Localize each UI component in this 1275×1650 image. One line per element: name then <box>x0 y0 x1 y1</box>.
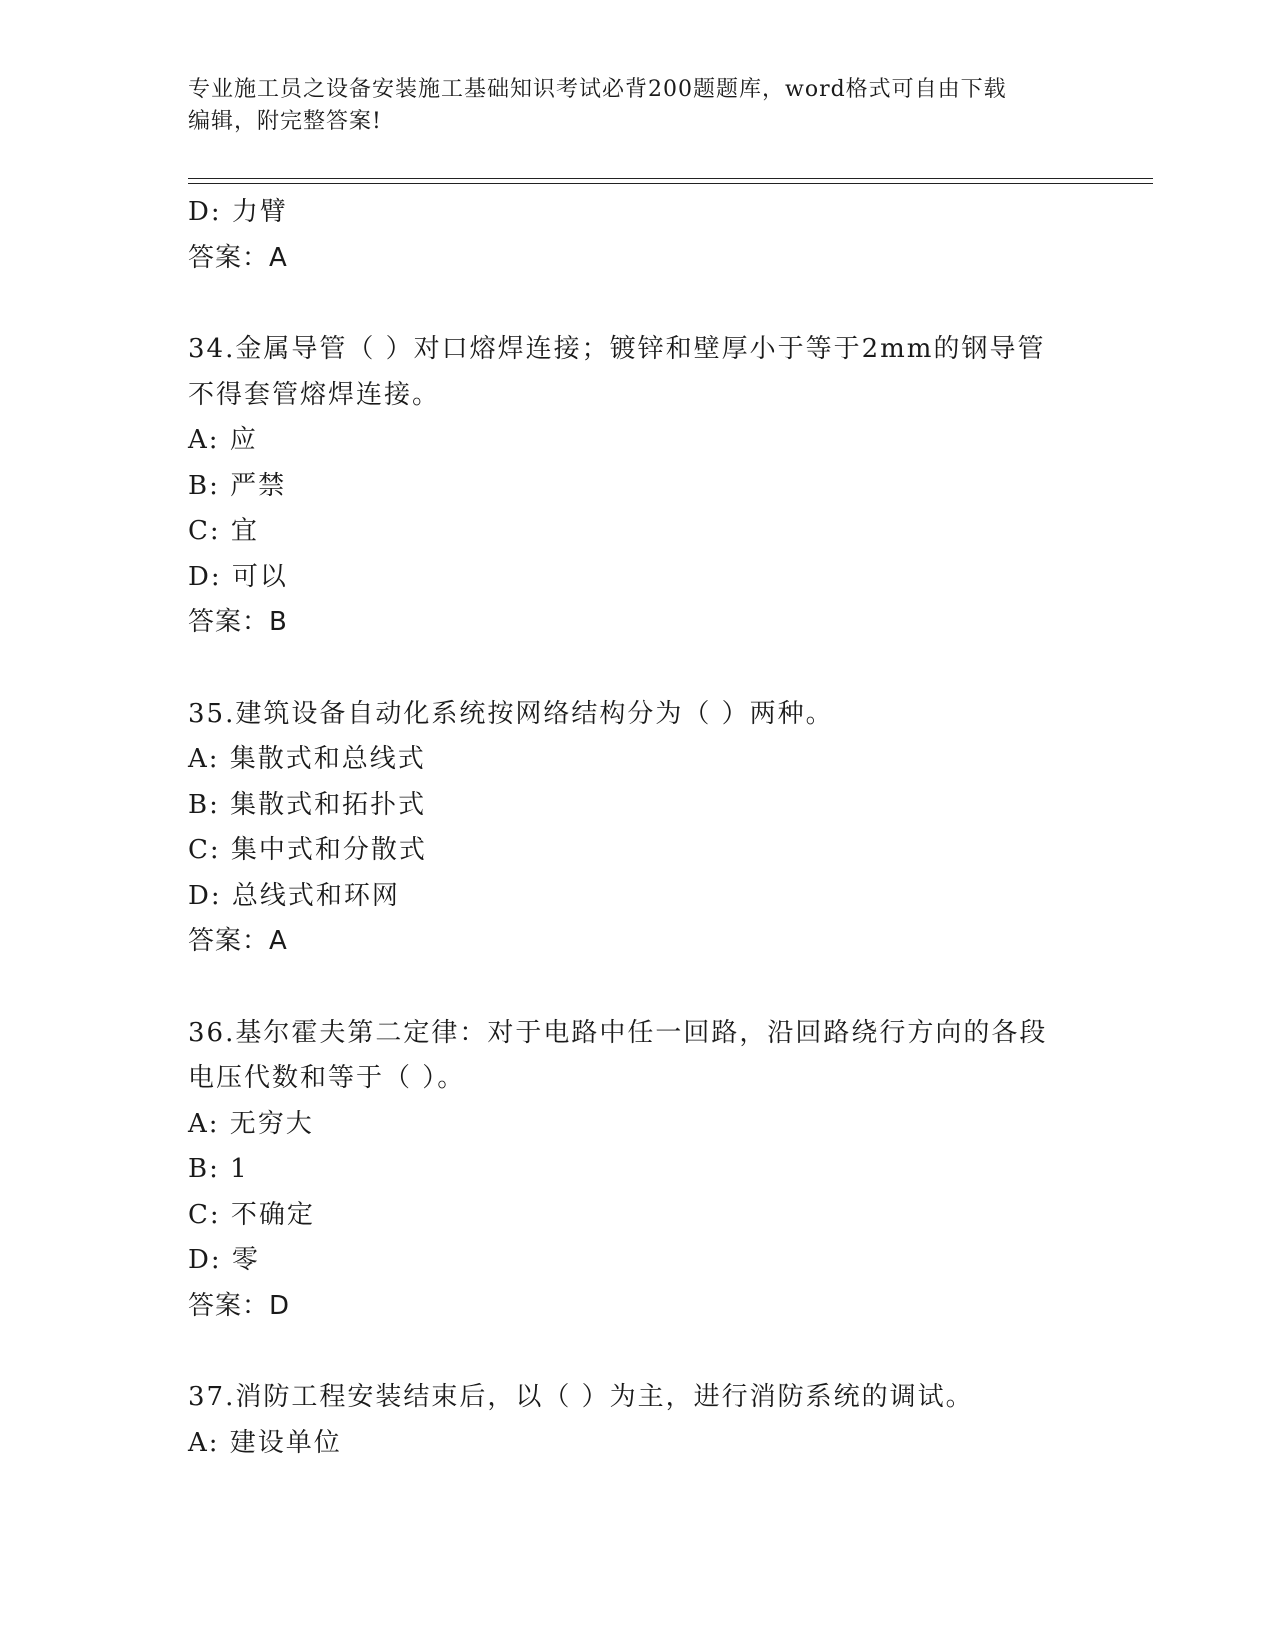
document-header <box>188 74 1068 138</box>
question-stem-continued: 电压代数和等于（ ）。 <box>188 1063 466 1093</box>
spacer <box>188 281 1088 327</box>
answer-line: 答案：A <box>188 242 288 273</box>
question-36 <box>188 1011 1088 1330</box>
option-d: D: 零 <box>188 1245 260 1275</box>
option-c: C: 集中式和分散式 <box>188 835 427 865</box>
header-line-2: 编辑，附完整答案! <box>188 109 382 134</box>
option-d: D: 可以 <box>188 561 288 592</box>
option-c: C: 宜 <box>188 516 259 546</box>
question-content <box>188 190 1088 1466</box>
option-b: B: 严禁 <box>188 470 287 501</box>
question-34 <box>188 327 1088 646</box>
option-a: A: 建设单位 <box>188 1427 342 1458</box>
spacer <box>188 965 1088 1011</box>
question-stem: 37.消防工程安装结束后，以（ ）为主，进行消防系统的调试。 <box>188 1382 974 1412</box>
spacer <box>188 1329 1088 1375</box>
question-stem-continued: 不得套管熔焊连接。 <box>188 379 441 410</box>
option-a: A: 应 <box>188 425 258 455</box>
question-35 <box>188 692 1088 965</box>
answer-line: 答案：D <box>188 1290 291 1321</box>
option-b: B: 集散式和拓扑式 <box>188 789 427 820</box>
option-b: B: 1 <box>188 1154 249 1184</box>
answer-line: 答案：B <box>188 607 288 637</box>
header-divider-top <box>188 178 1153 179</box>
option-d: D: 总线式和环网 <box>188 880 400 911</box>
option-d: D: 力臂 <box>188 197 288 227</box>
question-stem: 34.金属导管（ ）对口熔焊连接；镀锌和壁厚小于等于2mm的钢导管 <box>188 334 1046 364</box>
question-37 <box>188 1375 1088 1466</box>
header-line-1: 专业施工员之设备安装施工基础知识考试必背200题题库，word格式可自由下载 <box>188 77 1007 102</box>
option-c: C: 不确定 <box>188 1199 315 1230</box>
question-stem: 35.建筑设备自动化系统按网络结构分为（ ）两种。 <box>188 698 834 729</box>
spacer <box>188 646 1088 692</box>
answer-line: 答案：A <box>188 926 288 956</box>
option-a: A: 集散式和总线式 <box>188 744 426 774</box>
question-stem: 36.基尔霍夫第二定律：对于电路中任一回路，沿回路绕行方向的各段 <box>188 1017 1048 1048</box>
header-divider-bottom <box>188 183 1153 184</box>
option-a: A: 无穷大 <box>188 1108 314 1139</box>
